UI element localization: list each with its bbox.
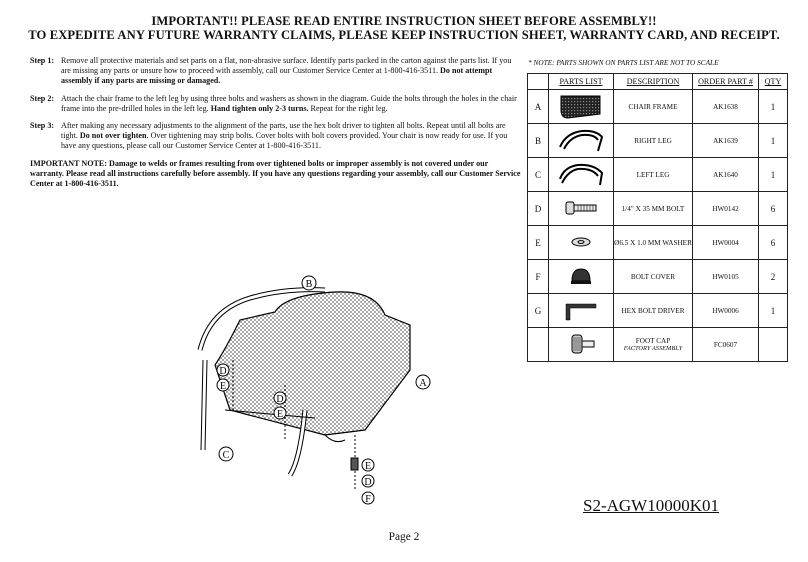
table-row xyxy=(528,192,788,226)
assembly-steps xyxy=(30,56,522,189)
table-row xyxy=(528,124,788,158)
part-description: CHAIR FRAME xyxy=(614,90,693,124)
step-bold-text: Hand tighten only 2-3 turns. xyxy=(210,103,309,113)
part-letter: E xyxy=(528,226,549,260)
part-letter: F xyxy=(528,260,549,294)
step-text: After making any necessary adjustments to the alignment of the parts, use the hex bolt driver to tighten all bolts. Repeat until all bolts are tight. xyxy=(61,121,506,141)
part-order-number: FC0607 xyxy=(693,328,759,362)
callout-c: C xyxy=(222,450,230,461)
part-qty xyxy=(759,328,788,362)
callout-e: E xyxy=(219,381,227,392)
part-order-number: HW0142 xyxy=(693,192,759,226)
parts-table xyxy=(527,73,788,362)
part-letter: C xyxy=(528,158,549,192)
part-letter xyxy=(528,328,549,362)
part-order-number: AK1639 xyxy=(693,124,759,158)
step-1 xyxy=(30,56,522,87)
part-order-number: AK1640 xyxy=(693,158,759,192)
callout-d: D xyxy=(364,477,372,488)
table-row xyxy=(528,226,788,260)
callout-d: D xyxy=(276,394,284,405)
scale-note: * NOTE: PARTS SHOWN ON PARTS LIST ARE NOT TO SCALE xyxy=(528,58,719,67)
part-description: 1/4" X 35 MM BOLT xyxy=(614,192,693,226)
table-row xyxy=(528,90,788,124)
part-qty: 6 xyxy=(759,226,788,260)
callout-a: A xyxy=(419,378,427,389)
step-label: Step 2: xyxy=(30,93,55,103)
callout-f: F xyxy=(365,494,371,505)
step-text: Attach the chair frame to the left leg by using three bolts and washers as shown in the diagram. Guide the bolts through the holes in the chair frame into the pre-drilled holes in the left leg. xyxy=(61,93,517,113)
chair-drawing xyxy=(200,290,410,490)
part-letter: D xyxy=(528,192,549,226)
part-qty: 1 xyxy=(759,294,788,328)
bolt-icon xyxy=(549,192,614,226)
table-header-row xyxy=(528,74,788,90)
callout-e: E xyxy=(364,461,372,472)
part-description: BOLT COVER xyxy=(614,260,693,294)
washer-icon xyxy=(549,226,614,260)
part-order-number: HW0004 xyxy=(693,226,759,260)
part-description: HEX BOLT DRIVER xyxy=(614,294,693,328)
important-note: IMPORTANT NOTE: Damage to welds or frames resulting from over tightened bolts or improper assembly is not covered under our warranty. Please read all instructions carefully before assembly. If you have any questions regarding your assembly, call our Customer Service Center at 1-800-416-3511. xyxy=(30,158,521,189)
part-order-number: HW0006 xyxy=(693,294,759,328)
step-label: Step 1: xyxy=(30,56,55,65)
part-qty: 1 xyxy=(759,90,788,124)
step-after-text: Repeat for the right leg. xyxy=(308,103,388,113)
step-bold-text: Do not attempt assembly if any parts are missing or damaged. xyxy=(61,66,493,86)
page-number: Page 2 xyxy=(388,531,420,543)
col-description: DESCRIPTION xyxy=(614,74,693,90)
step-after-text: . Over tightening may strip bolts. Cover bolts with bolt covers provided. Your chair is now ready for use. If you have any questions, please call our Customer Service Center at 1-800-416-3511. xyxy=(61,131,508,151)
part-sub-description: FACTORY ASSEMBLY xyxy=(623,345,683,352)
callout-e: E xyxy=(276,409,284,420)
step-3 xyxy=(30,121,522,152)
col-order-part: ORDER PART # xyxy=(693,74,759,90)
step-label: Step 3: xyxy=(30,121,55,131)
step-text: Remove all protective materials and set parts on a flat, non-abrasive surface. Identify parts packed in the carton against the parts list. If you are missing any parts or unsure how to proceed with assembly, call our Customer Service Center at 1-800-416-3511. xyxy=(61,56,512,76)
part-letter: B xyxy=(528,124,549,158)
part-order-number: AK1638 xyxy=(693,90,759,124)
part-description xyxy=(614,328,693,362)
foot-cap-icon xyxy=(549,328,614,362)
left-leg-icon xyxy=(549,158,614,192)
part-qty: 2 xyxy=(759,260,788,294)
part-description: RIGHT LEG xyxy=(614,124,693,158)
part-description-text: FOOT CAP xyxy=(635,337,671,345)
table-row xyxy=(528,328,788,362)
part-qty: 1 xyxy=(759,158,788,192)
col-parts-list: PARTS LIST xyxy=(549,74,614,90)
part-qty: 1 xyxy=(759,124,788,158)
hex-driver-icon xyxy=(549,294,614,328)
part-letter: G xyxy=(528,294,549,328)
header-line-1: IMPORTANT!! PLEASE READ ENTIRE INSTRUCTION SHEET BEFORE ASSEMBLY!! xyxy=(151,14,657,28)
callout-d: D xyxy=(219,366,227,377)
model-number: S2-AGW10000K01 xyxy=(583,496,719,515)
bolt-cover-icon xyxy=(549,260,614,294)
part-description: Ø6.5 X 1.0 MM WASHER xyxy=(614,226,693,260)
part-description: LEFT LEG xyxy=(614,158,693,192)
part-order-number: HW0105 xyxy=(693,260,759,294)
callout-b: B xyxy=(305,279,313,290)
table-row xyxy=(528,260,788,294)
table-row xyxy=(528,294,788,328)
chair-frame-icon xyxy=(549,90,614,124)
assembly-diagram xyxy=(185,270,445,520)
part-letter: A xyxy=(528,90,549,124)
step-bold-text: Do not over tighten xyxy=(79,131,147,141)
part-qty: 6 xyxy=(759,192,788,226)
right-leg-icon xyxy=(549,124,614,158)
step-2 xyxy=(30,94,522,114)
header-line-2: TO EXPEDITE ANY FUTURE WARRANTY CLAIMS, PLEASE KEEP INSTRUCTION SHEET, WARRANTY CARD, AND RECEIPT. xyxy=(28,28,780,42)
col-qty: QTY xyxy=(759,74,788,90)
table-row xyxy=(528,158,788,192)
